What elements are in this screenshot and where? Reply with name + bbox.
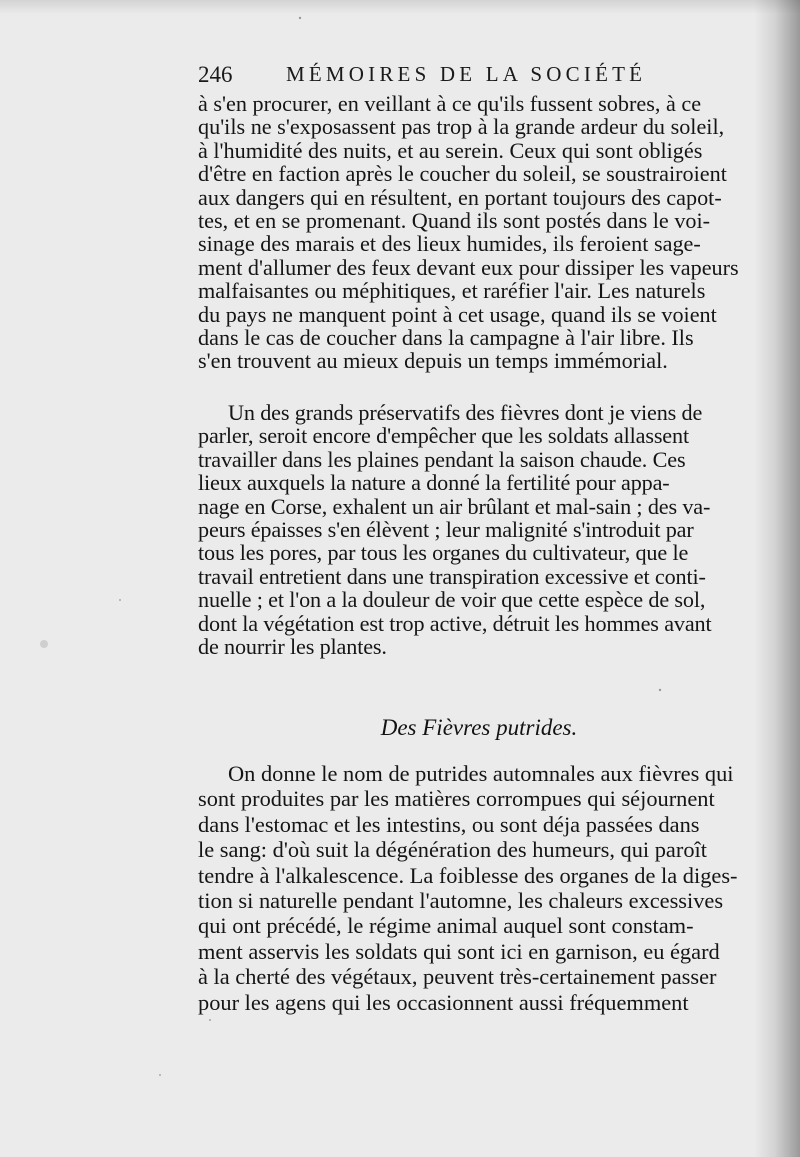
text-line: On donne le nom de putrides automnales aux fièvres qui bbox=[228, 761, 734, 786]
text-line: sinage des marais et des lieux humides, ils feroient sage- bbox=[198, 231, 701, 257]
text-line: tendre à l'alkalescence. La foiblesse des organes de la diges- bbox=[198, 862, 738, 888]
text-line: de nourrir les plantes. bbox=[198, 633, 387, 659]
text-line: qui ont précédé, le régime animal auquel sont constam- bbox=[198, 913, 694, 939]
text-line: tes, et en se promenant. Quand ils sont postés dans le voi- bbox=[198, 207, 711, 233]
text-line: ment d'allumer des feux devant eux pour dissiper les vapeurs bbox=[198, 254, 739, 280]
paper-speck bbox=[299, 17, 301, 19]
text-line: peurs épaisses s'en élèvent ; leur malignité s'introduit par bbox=[198, 516, 694, 542]
page-number: 246 bbox=[198, 62, 233, 87]
paper-speck bbox=[659, 689, 661, 691]
text-line: Un des grands préservatifs des fièvres dont je viens de bbox=[228, 400, 703, 425]
text-line: travail entretient dans une transpiration excessive et conti- bbox=[198, 563, 706, 589]
text-line: à la cherté des végétaux, peuvent très-certainement passer bbox=[198, 964, 717, 990]
text-line: du pays ne manquent point à cet usage, quand ils se voient bbox=[198, 301, 717, 327]
text-line: dans le cas de coucher dans la campagne à l'air libre. Ils bbox=[198, 324, 694, 350]
text-line: qu'ils ne s'exposassent pas trop à la grande ardeur du soleil, bbox=[198, 114, 725, 140]
text-line: dans l'estomac et les intestins, ou sont déja passées dans bbox=[198, 811, 700, 837]
text-line: lieux auxquels la nature a donné la fertilité pour appa- bbox=[198, 470, 670, 496]
running-title: MÉMOIRES DE LA SOCIÉTÉ bbox=[286, 62, 647, 86]
text-line: ment asservis les soldats qui sont ici en garnison, eu égard bbox=[198, 938, 720, 964]
text-line: pour les agens qui les occasionnent aussi fréquemment bbox=[198, 989, 689, 1015]
paper-speck bbox=[209, 1019, 211, 1021]
text-line: d'être en faction après le coucher du soleil, se soustrairoient bbox=[198, 161, 727, 187]
text-line: malfaisantes ou méphitiques, et raréfier l'air. Les naturels bbox=[198, 278, 706, 304]
text-line: travailler dans les plaines pendant la saison chaude. Ces bbox=[198, 446, 686, 472]
text-line: tion si naturelle pendant l'automne, les chaleurs excessives bbox=[198, 887, 724, 913]
text-line: le sang: d'où suit la dégénération des humeurs, qui paroît bbox=[198, 837, 707, 863]
paper-speck bbox=[40, 640, 48, 648]
text-line: à s'en procurer, en veillant à ce qu'ils fussent sobres, à ce bbox=[198, 91, 702, 116]
text-line: tous les pores, par tous les organes du cultivateur, que le bbox=[198, 540, 689, 566]
paper-speck bbox=[119, 599, 121, 601]
text-line: nage en Corse, exhalent un air brûlant et mal-sain ; des va- bbox=[198, 493, 711, 519]
section-heading: Des Fièvres putrides. bbox=[380, 715, 578, 740]
text-line: à l'humidité des nuits, et au serein. Ceux qui sont obligés bbox=[198, 137, 703, 163]
text-line: s'en trouvent au mieux depuis un temps immémorial. bbox=[198, 348, 668, 374]
text-line: dont la végétation est trop active, détruit les hommes avant bbox=[198, 610, 712, 636]
text-line: parler, seroit encore d'empêcher que les soldats allassent bbox=[198, 423, 689, 449]
text-line: nuelle ; et l'on a la douleur de voir que cette espèce de sol, bbox=[198, 587, 706, 613]
text-line: aux dangers qui en résultent, en portant toujours des capot- bbox=[198, 184, 722, 210]
paper-speck bbox=[159, 1074, 161, 1076]
text-line: sont produites par les matières corrompues qui séjournent bbox=[198, 786, 715, 812]
